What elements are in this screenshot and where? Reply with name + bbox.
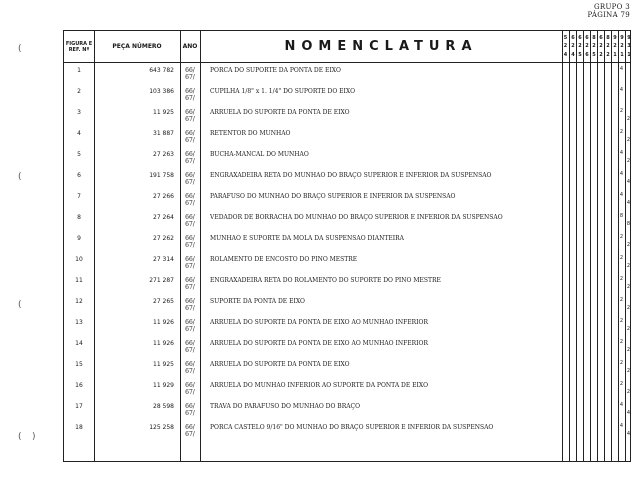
figure-ref: 13 <box>75 319 83 326</box>
quantity: 2 <box>619 129 624 135</box>
model-code-digit: 3 <box>627 43 631 50</box>
part-number: 27 262 <box>153 235 174 242</box>
quantity: 2 <box>619 339 624 345</box>
part-number: 27 265 <box>153 298 174 305</box>
quantity: 2 <box>626 326 631 332</box>
margin-mark: ( <box>18 44 22 54</box>
part-description: ARRUELA DO SUPORTE DA PONTA DE EIXO <box>210 109 350 116</box>
model-code-digit: 5 <box>563 35 568 42</box>
quantity: 4 <box>619 423 624 429</box>
part-number: 103 386 <box>149 88 174 95</box>
part-number: 271 287 <box>149 277 174 284</box>
quantity: 2 <box>626 389 631 395</box>
model-year: 66/ 67/ <box>185 67 195 81</box>
model-year: 66/ 67/ <box>185 403 195 417</box>
model-code-digit: 6 <box>571 35 575 42</box>
part-number: 27 263 <box>153 151 174 158</box>
figure-ref: 1 <box>77 67 81 74</box>
model-code-digit: 2 <box>571 43 575 50</box>
column-header-peca: PEÇA NÚMERO <box>112 43 162 50</box>
model-year: 66/ 67/ <box>185 88 195 102</box>
part-number: 11 926 <box>153 319 174 326</box>
part-description: CUPILHA 1/8" x 1. 1/4" DO SUPORTE DO EIXO <box>210 88 356 95</box>
quantity: 4 <box>619 66 624 72</box>
table-row <box>64 147 632 168</box>
model-code-digit: 2 <box>585 43 589 50</box>
model-code-digit: 1 <box>620 51 624 58</box>
quantity: 2 <box>619 276 624 282</box>
model-code-digit: 9 <box>620 35 624 42</box>
model-year: 66/ 67/ <box>185 319 195 333</box>
model-code-column <box>604 31 611 62</box>
part-number: 11 929 <box>153 382 174 389</box>
part-description: TRAVA DO PARAFUSO DO MUNHÃO DO BRAÇO <box>210 403 361 410</box>
part-description: RETENTOR DO MUNHÃO <box>210 130 291 137</box>
model-code-digit: 6 <box>585 35 589 42</box>
part-description: ARRUELA DO MUNHÃO INFERIOR AO SUPORTE DA PONTA DE EIXO <box>210 382 428 389</box>
table-row <box>64 231 632 252</box>
table-row <box>64 420 632 441</box>
part-description: VEDADOR DE BORRACHA DO MUNHÃO DO BRAÇO SUPERIOR E INFERIOR DA SUSPENSÃO <box>210 214 503 221</box>
model-year: 66/ 67/ <box>185 151 195 165</box>
model-code-digit: 2 <box>606 51 610 58</box>
model-code-digit: 2 <box>578 43 582 50</box>
model-code-column <box>562 31 569 62</box>
table-row <box>64 399 632 420</box>
model-year: 66/ 67/ <box>185 193 195 207</box>
part-number: 27 264 <box>153 214 174 221</box>
column-header-figura: FIGURA E REF. Nº <box>65 40 93 53</box>
model-code-digit: 5 <box>578 51 582 58</box>
part-number: 11 925 <box>153 109 174 116</box>
model-code-digit: 2 <box>563 43 568 50</box>
part-description: PORCA CASTELO 9/16" DO MUNHÃO DO BRAÇO SUPERIOR E INFERIOR DA SUSPENSÃO <box>210 424 494 431</box>
part-description: SUPORTE DA PONTA DE EIXO <box>210 298 305 305</box>
quantity: 8 <box>626 221 631 227</box>
model-code-digit: 2 <box>599 43 603 50</box>
table-row <box>64 126 632 147</box>
table-row <box>64 315 632 336</box>
model-code-column <box>618 31 625 62</box>
quantity: 2 <box>619 297 624 303</box>
model-year: 66/ 67/ <box>185 256 195 270</box>
figure-ref: 2 <box>77 88 81 95</box>
model-code-column <box>590 31 597 62</box>
table-row <box>64 168 632 189</box>
figure-ref: 3 <box>77 109 81 116</box>
model-code-column <box>569 31 576 62</box>
model-code-digit: 9 <box>627 35 631 42</box>
quantity: 2 <box>626 116 631 122</box>
quantity: 2 <box>626 263 631 269</box>
model-code-digit: 2 <box>620 43 624 50</box>
figure-ref: 7 <box>77 193 81 200</box>
model-code-column <box>611 31 618 62</box>
quantity: 4 <box>626 200 631 206</box>
part-number: 28 598 <box>153 403 174 410</box>
part-description: BUCHA-MANCAL DO MUNHÃO <box>210 151 309 158</box>
figure-ref: 5 <box>77 151 81 158</box>
quantity: 4 <box>619 192 624 198</box>
part-description: PARAFUSO DO MUNHÃO DO BRAÇO SUPERIOR E INFERIOR DA SUSPENSÃO <box>210 193 456 200</box>
figure-ref: 12 <box>75 298 83 305</box>
model-year: 66/ 67/ <box>185 172 195 186</box>
figure-ref: 16 <box>75 382 83 389</box>
quantity: 2 <box>626 347 631 353</box>
model-code-digit: 8 <box>592 35 596 42</box>
model-year: 66/ 67/ <box>185 235 195 249</box>
model-code-digit: 8 <box>606 35 610 42</box>
table-row <box>64 357 632 378</box>
table-row <box>64 252 632 273</box>
table-row <box>64 84 632 105</box>
quantity: 4 <box>626 179 631 185</box>
figure-ref: 17 <box>75 403 83 410</box>
margin-mark: ( <box>18 300 22 310</box>
parts-table <box>63 30 631 462</box>
quantity: 2 <box>619 108 624 114</box>
model-year: 66/ 67/ <box>185 382 195 396</box>
table-row <box>64 63 632 84</box>
model-code-digit: 4 <box>563 51 568 58</box>
figure-ref: 18 <box>75 424 83 431</box>
part-number: 27 314 <box>153 256 174 263</box>
figure-ref: 9 <box>77 235 81 242</box>
model-code-digit: 5 <box>592 51 596 58</box>
group-label: GRUPO 3 <box>594 3 630 11</box>
quantity: 2 <box>626 368 631 374</box>
table-row <box>64 210 632 231</box>
quantity: 4 <box>619 87 624 93</box>
parts-rows <box>64 63 632 441</box>
model-code-digit: 2 <box>592 43 596 50</box>
model-code-column <box>576 31 583 62</box>
quantity: 2 <box>619 234 624 240</box>
quantity: 4 <box>626 431 631 437</box>
model-code-digit: 2 <box>606 43 610 50</box>
column-header-ano: ANO <box>182 43 198 50</box>
table-row <box>64 105 632 126</box>
part-number: 31 887 <box>153 130 174 137</box>
part-number: 643 782 <box>149 67 174 74</box>
table-row <box>64 189 632 210</box>
part-number: 27 266 <box>153 193 174 200</box>
part-number: 11 925 <box>153 361 174 368</box>
model-code-digit: 6 <box>585 51 589 58</box>
quantity: 2 <box>619 255 624 261</box>
model-code-digit: 1 <box>627 51 631 58</box>
part-description: ARRUELA DO SUPORTE DA PONTA DE EIXO AO MUNHÃO INFERIOR <box>210 340 428 347</box>
quantity: 4 <box>619 150 624 156</box>
part-description: ENGRAXADEIRA RETA DO ROLAMENTO DO SUPORTE DO PINO MESTRE <box>210 277 441 284</box>
model-year: 66/ 67/ <box>185 214 195 228</box>
model-year: 66/ 67/ <box>185 277 195 291</box>
figure-ref: 8 <box>77 214 81 221</box>
figure-ref: 14 <box>75 340 83 347</box>
quantity: 2 <box>619 381 624 387</box>
figure-ref: 10 <box>75 256 83 263</box>
model-code-column <box>583 31 590 62</box>
model-year: 66/ 67/ <box>185 424 195 438</box>
model-code-digit: 9 <box>613 35 617 42</box>
model-code-digit: 1 <box>613 51 617 58</box>
page-header <box>588 3 631 19</box>
quantity: 2 <box>626 284 631 290</box>
column-header-nomenclatura: NOMENCLATURA <box>284 39 478 54</box>
page-number: PÁGINA 79 <box>587 11 630 19</box>
part-description: ROLAMENTO DE ENCÔSTO DO PINO MESTRE <box>210 256 358 263</box>
model-code-digit: 6 <box>599 35 603 42</box>
figure-ref: 15 <box>75 361 83 368</box>
figure-ref: 11 <box>75 277 83 284</box>
part-description: ENGRAXADEIRA RETA DO MUNHÃO DO BRAÇO SUPERIOR E INFERIOR DA SUSPENSÃO <box>210 172 492 179</box>
quantity: 2 <box>626 137 631 143</box>
part-number: 191 758 <box>149 172 174 179</box>
part-description: PORCA DO SUPORTE DA PONTA DE EIXO <box>210 67 341 74</box>
table-row <box>64 336 632 357</box>
figure-ref: 4 <box>77 130 81 137</box>
figure-ref: 6 <box>77 172 81 179</box>
quantity: 2 <box>626 242 631 248</box>
table-row <box>64 273 632 294</box>
margin-mark: ) <box>32 432 36 442</box>
quantity: 8 <box>619 213 624 219</box>
quantity: 2 <box>626 158 631 164</box>
margin-mark: ( <box>18 432 22 442</box>
model-code-column <box>625 31 632 62</box>
model-year: 66/ 67/ <box>185 298 195 312</box>
table-row <box>64 294 632 315</box>
model-year: 66/ 67/ <box>185 109 195 123</box>
model-code-header <box>562 31 632 62</box>
table-row <box>64 378 632 399</box>
model-year: 66/ 67/ <box>185 361 195 375</box>
quantity: 2 <box>619 360 624 366</box>
model-code-digit: 2 <box>613 43 617 50</box>
part-number: 11 926 <box>153 340 174 347</box>
part-description: ARRUELA DO SUPORTE DA PONTA DE EIXO AO MUNHÃO INFERIOR <box>210 319 428 326</box>
model-code-digit: 2 <box>599 51 603 58</box>
model-code-column <box>597 31 604 62</box>
part-description: ARRUELA DO SUPORTE DA PONTA DE EIXO <box>210 361 350 368</box>
part-number: 125 258 <box>149 424 174 431</box>
quantity: 4 <box>619 402 624 408</box>
model-year: 66/ 67/ <box>185 340 195 354</box>
quantity: 4 <box>619 171 624 177</box>
margin-mark: ( <box>18 172 22 182</box>
model-code-digit: 6 <box>578 35 582 42</box>
quantity: 4 <box>626 410 631 416</box>
model-code-digit: 4 <box>571 51 575 58</box>
model-year: 66/ 67/ <box>185 130 195 144</box>
part-description: MUNHÃO E SUPORTE DA MOLA DA SUSPENSÃO DIANTEIRA <box>210 235 404 242</box>
quantity: 2 <box>626 305 631 311</box>
quantity: 2 <box>619 318 624 324</box>
